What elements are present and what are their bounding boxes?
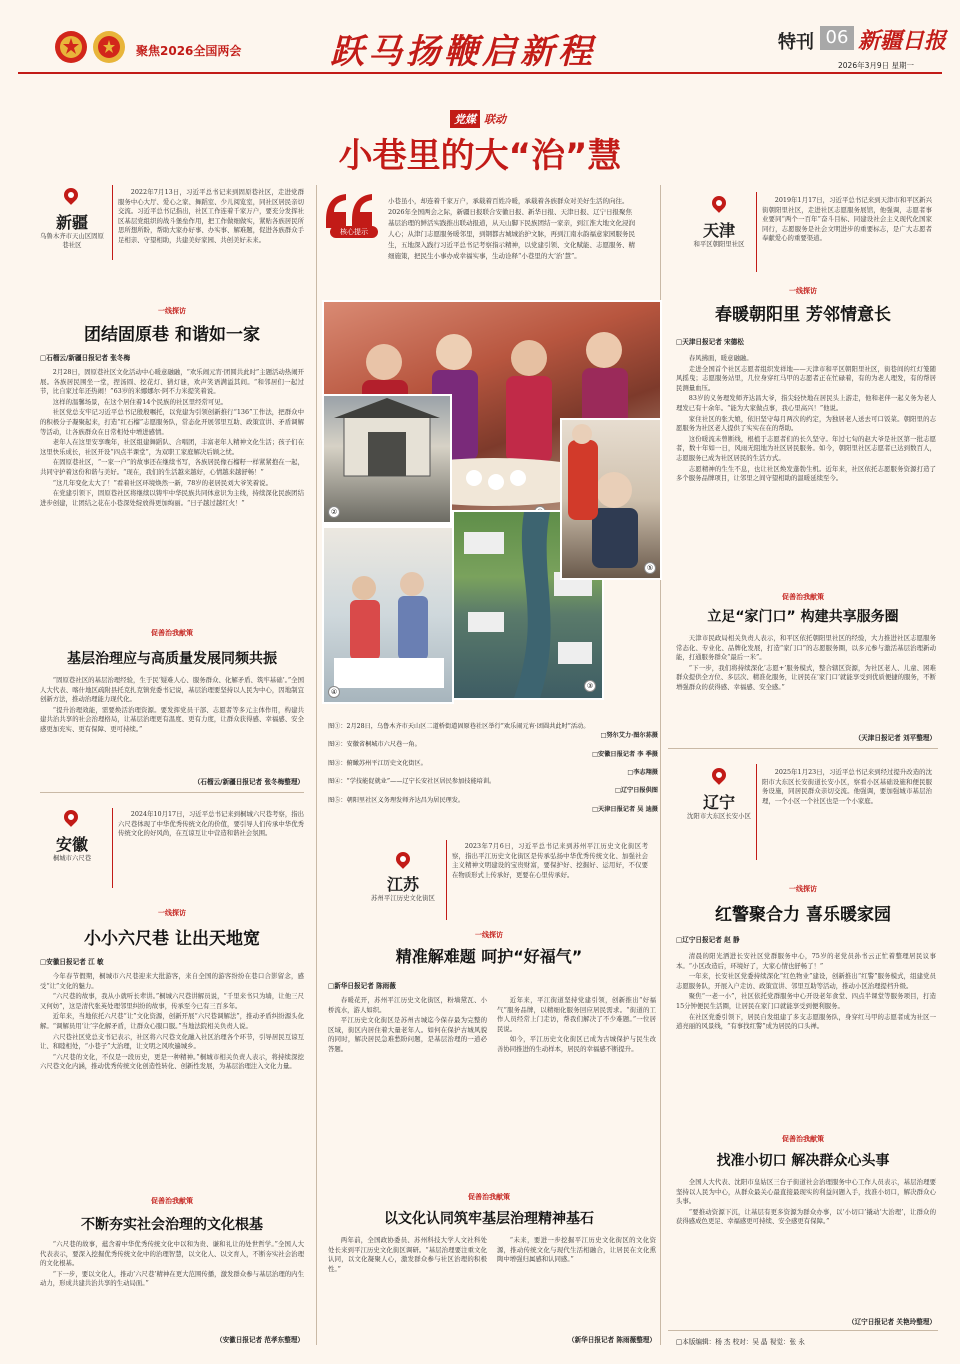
masthead [0, 0, 960, 86]
issue-date: 2026年3月9日 星期一 [838, 61, 915, 70]
jiangsu-body [328, 996, 656, 1126]
caption-5: 图⑤：朝阳里社区义务理发师齐达昌为居民理发。 [328, 796, 465, 804]
tianjin-title: 春暖朝阳里 芳邻情意长 [715, 305, 891, 325]
paragraph: 这样的温馨场景，在这个居住着14个民族的社区里经常可见。 [52, 397, 228, 406]
lead-kicker-b: 联动 [484, 113, 506, 126]
caption-4-credit: □辽宁日报供图 [615, 787, 658, 795]
jiangsu-body2 [328, 1236, 656, 1332]
photo-number-3: ③ [584, 680, 596, 692]
photo-4-training [322, 526, 454, 704]
liaoning-loc-sub: 沈阳市大东区长安小区 [687, 812, 751, 820]
paragraph: 这份暖流未曾断线，根植于志愿者们的长久坚守。年过七旬的赵大爷是社区第一批志愿者，数十年如一日，风雨无阻地为社区居民服务。如今，朝阳里社区志愿者已达到数百人，志愿服务已成为社区居民的生活方式。 [676, 434, 936, 462]
paragraph: 全国人大代表、沈阳市皇姑区三台子街道社会治理服务中心工作人员表示，基层治理要坚持以人民为中心，从群众最关心最直接最现实的利益问题入手，找准小切口，解决群众心头事。 [676, 1178, 936, 1206]
liaoning-kicker2: 促善治我献策 [782, 1135, 824, 1143]
photo-number-2: ② [328, 506, 340, 518]
location-pin-icon [709, 193, 729, 213]
photo-2-alley [322, 394, 452, 524]
anhui-byline: □安徽日报记者 江 敏 [40, 958, 104, 966]
paragraph: “要推动资源下沉，让基层有更多资源为群众办事，以‘小切口’撬动‘大治理’，让群众的获得感成色更足、幸福感更可持续、安全感更有保障。” [676, 1207, 936, 1226]
paper-name: 新疆日报 [858, 28, 947, 54]
paragraph: 在社区党委引领下，居民自发组建了多支志愿服务队，身穿红马甲的志愿者成为社区一道亮丽的风景线，“有事找红警”成为居民的口头禅。 [676, 1012, 936, 1031]
jiangsu-kicker: 一线探访 [475, 931, 503, 939]
anhui-byline2: （安徽日报记者 范孝东整理） [215, 1336, 304, 1344]
paragraph: “六尺巷的故事，蕴含着中华优秀传统文化中以和为贵、谦和礼让的处世哲学。”全国人大代表表示，要深入挖掘优秀传统文化中的治理智慧，以文化人、以文育人，不断夯实社会治理的文化根基。 [40, 1240, 304, 1268]
paragraph: “下一步，我们将持续深化‘志愿+’服务模式，整合辖区资源，为社区老人、儿童、困难群众提供全方位、多层次、精准化服务，让居民在‘家门口’就能享受到优质便捷的服务，不断增强群众的获得感、幸福感、安全感。” [676, 663, 936, 691]
paragraph: 聚焦“一老一小”，社区依托党群服务中心开设老年食堂、四点半课堂等服务项目，打造15分钟便民生活圈，让居民在家门口就能享受到便利服务。 [676, 992, 936, 1010]
jiangsu-kicker2: 促善治我献策 [468, 1193, 510, 1201]
xinjiang-kicker: 一线探访 [158, 307, 186, 315]
xinjiang-title2: 基层治理应与高质量发展同频共振 [67, 651, 277, 667]
caption-5-credit: □天津日报记者 吴 迪摄 [592, 805, 658, 813]
caption-2-credit: □安徽日报记者 李 季摄 [592, 750, 658, 758]
paragraph: 近年来，当地依托六尺巷“让”文化资源，创新开展“六尺巷调解法”，推动矛盾纠纷源头化解。“调解员用‘让’字化解矛盾，让群众心服口服。”当地法院相关负责人说。 [40, 1012, 304, 1030]
anhui-intro: 2024年10月17日，习近平总书记来到桐城六尺巷考察，指出六尺巷体现了中华优秀传统文化的价值，要引导人们传承中华优秀传统文化的好风尚，在互谅互让中营造和谐社会氛围。 [118, 810, 304, 838]
tianjin-loc: 天津 [702, 221, 735, 240]
liaoning-kicker: 一线探访 [789, 885, 817, 893]
paragraph: 平江历史文化街区是苏州古城迄今保存最为完整的区域，街区内居住着大量老年人。如何在保护古城风貌的同时，解决居民急难愁盼问题，是基层治理的一道必答题。 [328, 1016, 487, 1053]
tianjin-body [676, 354, 936, 580]
xinjiang-intro: 2022年7月13日，习近平总书记来到固原巷社区，走进党群服务中心大厅、爱心之家、舞蹈室、少儿阅览室，同社区居民亲切交流。习近平总书记指出，社区工作连着千家万户，要充分发挥社区基层党组织的战斗堡垒作用，把工作做细做实，紧贴各族居民所思所想所盼，帮助大家办好事、办实事、解难题，促进各族群众手足相亲、守望相助，共建美好家园、共创美好未来。 [118, 188, 304, 244]
cppcc-emblem-icon [92, 30, 126, 64]
anhui-kicker: 一线探访 [158, 909, 186, 917]
anhui-loc-sub: 桐城市六尺巷 [52, 854, 92, 862]
paragraph: 清晨的阳光洒进长安社区党群服务中心，75岁的老党员孙书云正忙着整理居民议事本。“小区改造后，环境好了，大家心情也舒畅了！” [676, 952, 936, 970]
paragraph: 家住社区的张大娘，依旧坚守每月两次的约定，为独居老人送去可口饭菜。朝阳里的志愿服务为社区老人提供了实实在在的帮助。 [676, 414, 936, 433]
location-pin-icon [61, 807, 81, 827]
paragraph: 一年来，长安社区党委持续深化“红色物业”建设，创新推出“红警”服务模式，组建党员志愿服务队，开展入户走访、政策宣讲、邻里互助等活动，推动小区治理提档升级。 [676, 972, 936, 990]
liaoning-body2 [676, 1178, 936, 1308]
special-label: 特刊 [778, 32, 814, 53]
anhui-loc: 安徽 [55, 835, 88, 854]
paragraph: “六尺巷的故事，我从小就听长辈讲。”桐城六尺巷讲解员说，“千里来书只为墙，让他三尺又何妨”，这是清代张英处理邻里纠纷的故事，传承至今已有三百多年。 [40, 992, 304, 1010]
paragraph: “固原巷社区的基层治理经验，生于民‘疑难人心、服务群众、化解矛盾、筑牢基础’。”全国人大代表、喀什地区疏附县托克扎克镇党委书记说，基层治理要坚持以人民为中心，因地制宜创新方法，推动治理能力现代化。 [40, 676, 304, 704]
paragraph: 春暖花开，苏州平江历史文化街区，粉墙黛瓦、小桥流水，游人如织。 [328, 996, 487, 1014]
caption-1-credit: □努尔艾力·图尔荪摄 [600, 732, 658, 740]
paragraph: 83岁的义务理发师齐达昌大爷，指尖轻快地在居民头上游走，他和老伴一起义务为老人理发已有十余年。“能为大家做点事，我心里高兴！”他说。 [676, 394, 936, 412]
paragraph: 老年人在这里安享晚年，社区组建舞蹈队、合唱团，丰富老年人精神文化生活；孩子们在这里快乐成长，社区开设“四点半课堂”，为双职工家庭解决后顾之忧。 [40, 438, 304, 456]
paragraph: 六尺巷社区党总支书记表示，社区将六尺巷文化融入社区治理各个环节，引导居民互谅互让、和睦相处，“小巷子”大治理，让文明之风吹遍城乡。 [40, 1032, 304, 1051]
paragraph: 在固原巷社区，“一家一户”的故事还在继续书写，各族居民像石榴籽一样紧紧抱在一起，共同守护着这份和谐与美好。“现在，我们的生活越来越好，心情越来越舒畅！” [40, 458, 304, 476]
lead-quote: 小巷虽小，却连着千家万户，承载着百姓冷暖，承载着各族群众对美好生活的向往。2026年全国两会之际，新疆日报联合安徽日报、新华日报、天津日报、辽宁日报聚焦基层治理的鲜活实践推出联动报道，从天山脚下民族团结一家亲，到江淮大地文化浸润人心；从津门志愿服务暖邻里，到钢都古城城治护文脉，再到江南水韵福意家园服务民生，五地深入践行习近平总书记考察指示精神，以党建引领、文化赋能、志愿服务、精细施策，把民生小事办成幸福实事，生动诠释“小巷里的大‘治’慧”。 [388, 197, 635, 260]
lead-kicker-a: 党媒 [450, 110, 480, 128]
tianjin-title2: 立足“家门口” 构建共享服务圈 [707, 609, 899, 625]
paragraph: 今年春节假期，桐城市六尺巷迎来大批游客，来自全国的游客纷纷在巷口合影留念，感受“让”文化的魅力。 [40, 972, 304, 990]
photo-captions [328, 722, 658, 814]
jiangsu-loc-sub: 苏州平江历史文化街区 [371, 894, 435, 902]
xinjiang-title: 团结固原巷 和谐如一家 [84, 325, 260, 345]
quote-label: 核心提示 [330, 226, 378, 238]
xinjiang-byline2: （石榴云/新疆日报记者 张冬梅整理） [193, 778, 304, 786]
anhui-title: 小小六尺巷 让出天地宽 [84, 929, 260, 949]
location-pin-icon [393, 849, 413, 869]
jiangsu-title: 精准解难题 呵护“好福气” [395, 947, 583, 966]
xinjiang-loc: 新疆 [55, 213, 88, 232]
paragraph: 天津市民政局相关负责人表示，和平区依托朝阳里社区的经验，大力推进社区志愿服务常态化、专业化、品牌化发展，打造“家门口”的志愿服务圈，以多元参与激活基层治理新动能，打通服务群众“最后一米”。 [676, 634, 936, 662]
page-number: 06 [820, 26, 854, 50]
jiangsu-title2: 以文化认同筑牢基层治理精神基石 [384, 1211, 594, 1227]
liaoning-intro: 2025年1月23日，习近平总书记来到经过提升改造的沈阳市大东区长安街道长安小区，察看小区基础设施和便民服务设施，同居民群众亲切交流。他强调，要加强城市基层治理，一个小区一个社区也是一个小家庭。 [762, 768, 932, 805]
xinjiang-loc-sub: 乌鲁木齐市天山区固原巷社区 [40, 232, 104, 249]
liaoning-title2: 找准小切口 解决群众心头事 [716, 1153, 890, 1169]
xinjiang-kicker2: 促善治我献策 [151, 629, 193, 637]
paragraph: “未来，要进一步挖掘平江历史文化街区的文化资源，推动传统文化与现代生活相融合，让居民在文化熏陶中增强归属感和认同感。” [497, 1236, 656, 1264]
tianjin-intro: 2019年1月17日，习近平总书记来到天津市和平区新兴街朝阳里社区，走进社区志愿服务展馆，他强调，志愿者事业要同“两个一百年”奋斗目标、同建设社会主义现代化国家同行，志愿服务是社会文明进步的重要标志，是广大志愿者奉献爱心的重要渠道。 [762, 196, 932, 243]
caption-3: 图③：俯瞰苏州平江历史文化街区。 [328, 759, 427, 767]
paragraph: 走进全国首个社区志愿者组织发祥地——天津市和平区朝阳里社区，街巷间的红灯笼随风摇曳；志愿服务站里，几位身穿红马甲的志愿者正在忙碌着，有的为老人理发，有的帮居民测量血压。 [676, 364, 936, 392]
anhui-body2 [40, 1240, 304, 1330]
paragraph: “提升治理效能，需要焕活治理资源。要发挥党员干部、志愿者等多元主体作用，构建共建共治共享的社会治理格局，让基层治理更有温度、更有力度，让群众获得感、幸福感、安全感更加充实、更有保障、更可持续。” [40, 705, 304, 733]
lead-kicker [450, 108, 560, 124]
photo-number-4: ④ [328, 686, 340, 698]
tianjin-kicker2: 促善治我献策 [782, 593, 824, 601]
liaoning-byline2: （辽宁日报记者 关艳玲整理） [847, 1318, 936, 1326]
paragraph: “下一步，要以文化人，推动‘六尺巷’精神在更大范围传播，激发群众参与基层治理的内生动力，形成共建共治共享的生动局面。” [40, 1269, 304, 1288]
tianjin-byline2: （天津日报记者 刘平整理） [854, 734, 936, 742]
paragraph: 社区党总支牢记习近平总书记殷殷嘱托，以党建为引领创新推行“136”工作法，把群众中的积极分子凝聚起来，打造“红石榴”志愿服务队，常态化开展邻里互助、政策宣讲、矛盾调解等活动，让各族群众在日常相处中增进感情。 [40, 408, 304, 436]
photo-number-5: ⑤ [644, 562, 656, 574]
location-pin-icon [709, 765, 729, 785]
liaoning-byline: □辽宁日报记者 赵 静 [676, 936, 740, 944]
paragraph: 近年来，平江街道坚持党建引领，创新推出“好福气”服务品牌，以精细化服务回应居民需求。“街道的工作人员经常上门走访，帮我们解决了不少难题。”一位居民说。 [497, 996, 656, 1033]
xinjiang-body [40, 368, 304, 590]
liaoning-loc: 辽宁 [702, 793, 735, 812]
tianjin-loc-sub: 和平区朝阳里社区 [693, 240, 745, 248]
xinjiang-byline: □石榴云/新疆日报记者 张冬梅 [40, 354, 131, 362]
location-pin-icon [61, 185, 81, 205]
caption-4: 图④：“学技能促就业”——辽宁长安社区居民参加技能培训。 [328, 778, 496, 786]
paragraph: 如今，平江历史文化街区已成为古城保护与民生改善协同推进的生动样本，居民的幸福感不断提升。 [497, 1035, 656, 1053]
paragraph: 在党建引领下，固原巷社区将继续以铸牢中华民族共同体意识为主线，持续深化民族团结进步创建，让团结之花在小巷深处绽放得更加绚丽。“日子越过越红火！” [40, 489, 304, 507]
paragraph: 2月28日，固原巷社区文化活动中心暖意融融，“欢乐闹元宵·团圆共此时”主题活动热闹开展。各族居民围坐一堂，捏汤圆、挖花灯、猜灯谜，欢声笑语满溢其间。“和邻居们一起过节，比自家过年还热闹！”63岁的米娜娜尔·阿不力米提笑着说。 [40, 368, 304, 396]
anhui-kicker2: 促善治我献策 [151, 1197, 193, 1205]
paragraph: 春风拂面，暖意融融。 [688, 354, 753, 362]
paragraph: 两年前，全国政协委员、苏州科技大学人文社科处处长来到平江历史文化街区调研。“基层治理要注重文化认同，以文化凝聚人心，激发群众参与社区治理的积极性。” [328, 1236, 487, 1273]
photo-5-barber [560, 418, 662, 580]
caption-2: 图②：安徽省桐城市六尺巷一角。 [328, 741, 421, 749]
paragraph: 志愿精神的生生不息，也让社区焕发蓬勃生机。近年来，社区依托志愿服务资源打造了多个服务品牌项目，让邻里之间守望相助的温暖延续至今。 [676, 464, 936, 483]
lead-title: 小巷里的大“治”慧 [338, 136, 622, 176]
jiangsu-intro: 2023年7月6日，习近平总书记来到苏州平江历史文化街区考察，指出平江历史文化街区是传承弘扬中华优秀传统文化、加强社会主义精神文明建设的宝贵财富，要保护好、挖掘好、运用好，不仅要在物质形式上传承好，更要在心里传承好。 [452, 842, 648, 879]
jiangsu-byline: □新华日报记者 陈雨薇 [328, 982, 396, 990]
anhui-body [40, 972, 304, 1172]
paragraph: “六尺巷的文化，不仅是一段历史，更是一种精神。”桐城市相关负责人表示，将持续深挖六尺巷文化内涵，推动优秀传统文化创造性转化、创新性发展，为基层治理注入文化力量。 [40, 1052, 304, 1071]
xinjiang-body2 [40, 676, 304, 776]
liaoning-body [676, 952, 936, 1126]
tianjin-byline: □天津日报记者 宋德松 [676, 338, 744, 346]
section-label: 聚焦2026全国两会 [136, 44, 242, 58]
jiangsu-byline2: （新华日报记者 陈雨薇整理） [567, 1336, 656, 1344]
page-editors: □本版编辑：杨 杰 校对：吴 晶 视觉：张 永 [676, 1338, 805, 1346]
tianjin-kicker: 一线探访 [789, 287, 817, 295]
caption-3-credit: □李志翔摄 [627, 769, 658, 777]
jiangsu-loc: 江苏 [386, 875, 419, 894]
caption-1: 图①：2月28日，乌鲁木齐市天山区二道桥街道固原巷社区举行“欢乐闹元宵·团圆共此时”活动。 [328, 723, 590, 730]
tianjin-body2 [676, 634, 936, 730]
national-emblem-icon [54, 30, 88, 64]
liaoning-title: 红警聚合力 喜乐暖家园 [715, 905, 891, 925]
anhui-title2: 不断夯实社会治理的文化根基 [81, 1217, 263, 1233]
paragraph: “这几年变化太大了！”看着社区环境焕然一新，78岁的老居民刘大爷笑着说。 [52, 478, 272, 487]
slogan: 跃马扬鞭启新程 [330, 32, 596, 72]
